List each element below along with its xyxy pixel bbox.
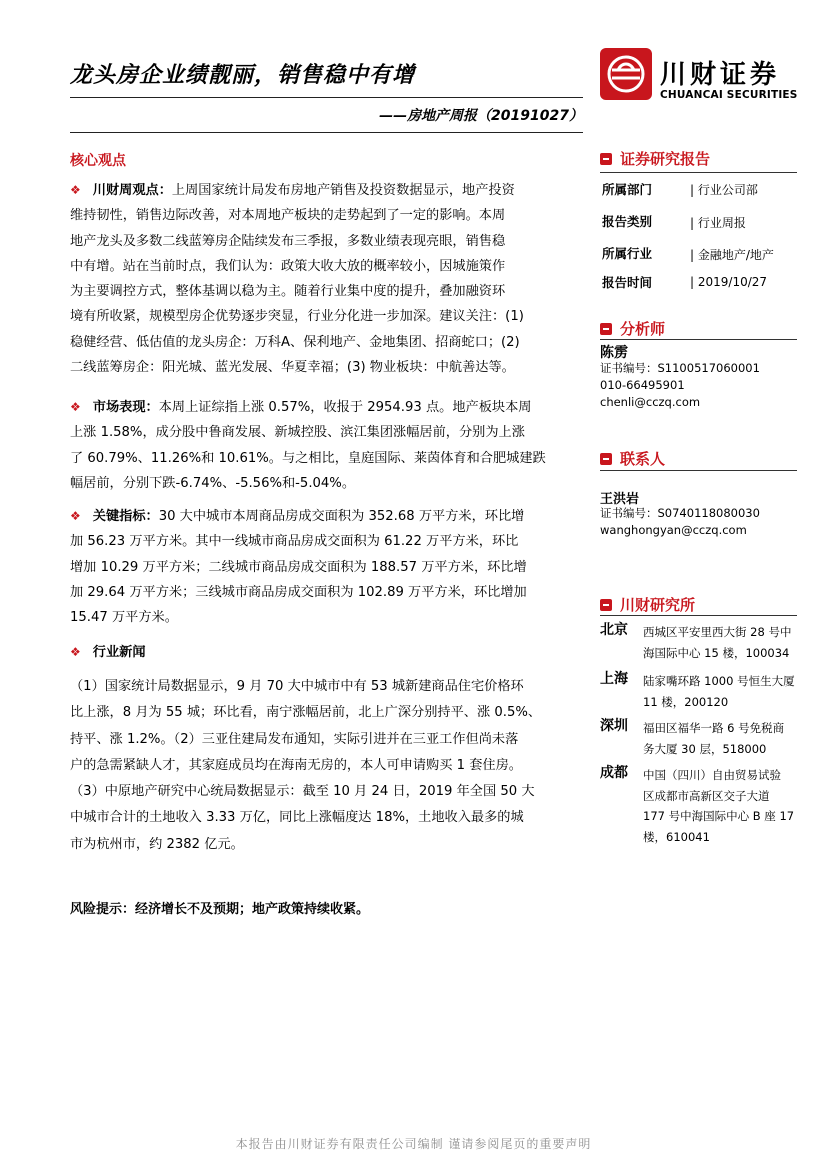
analyst-email[interactable]: chenli@cczq.com — [600, 395, 701, 409]
report-icon — [600, 153, 612, 165]
chuancai-logo-icon — [600, 48, 652, 100]
core-heading: 核心观点 — [70, 153, 126, 169]
header-divider-bottom — [70, 132, 583, 133]
news-heading-row — [70, 640, 583, 665]
office-city: 深圳 — [600, 718, 628, 734]
p1-label: 川财周观点： — [92, 183, 172, 198]
office-city: 北京 — [600, 622, 628, 638]
office-city: 成都 — [600, 765, 628, 781]
meta-value: | 金融地产/地产 — [690, 248, 774, 262]
sidebar-divider — [600, 339, 797, 340]
contact-email[interactable]: wanghongyan@cczq.com — [600, 523, 747, 537]
risk-warning: 风险提示：经济增长不及预期；地产政策持续收紧。 — [70, 902, 370, 917]
header-divider — [70, 97, 583, 98]
analyst-contact: 证书编号：S1100517060001 010-66495901 chenli@cczq.com — [600, 361, 760, 409]
contact-name: 王洪岩 — [600, 492, 640, 507]
news-heading: 行业新闻 — [92, 645, 146, 660]
analyst-name: 陈雳 — [600, 345, 628, 361]
p3-label: 关键指标： — [92, 509, 159, 524]
core-paragraph-2: ❖ 市场表现：本周上证综指上涨 0.57%，收报于 2954.93 点。地产板块本周 上涨 1.58%，成分股中鲁商发展、新城控股、滨江集团涨幅居前，分别为上涨 了 60.79%、11.26%和 10.61%。与之相比，皇庭国际、莱茵体育和合肥城建跌 幅居前，分别下跌-6.74%、-5.56%和-5.04%。 — [70, 400, 546, 491]
footer-disclaimer: 本报告由川财证券有限责任公司编制 谨请参阅尾页的重要声明 — [235, 1137, 592, 1151]
meta-label: 所属行业 — [602, 246, 653, 261]
core-paragraph-3: ❖ 关键指标：30 大中城市本周商品房成交面积为 352.68 万平方米，环比增 加 56.23 万平方米。其中一线城市商品房成交面积为 61.22 万平方米，环比 增加 10.29 万平方米；二线城市商品房成交面积为 188.57 万平方米，环比增 加 29.64 万平方米；三线城市商品房成交面积为 102.89 万平方米，环比增加 15.47 万平方米。 — [70, 509, 527, 626]
contact-info: 证书编号：S0740118080030 wanghongyan@cczq.com — [600, 506, 760, 537]
institute-heading: 川财研究所 — [600, 594, 695, 615]
sidebar-divider — [600, 470, 797, 471]
meta-label: 报告类别 — [602, 214, 653, 229]
meta-value: | 行业公司部 — [690, 183, 758, 197]
meta-label: 报告时间 — [602, 275, 653, 290]
logo-text-en: CHUANCAI SECURITIES — [660, 89, 798, 101]
analyst-icon — [600, 323, 612, 335]
office-address: 西城区平安里西大街 28 号中 海国际中心 15 楼，100034 — [643, 625, 792, 660]
contact-heading: 联系人 — [600, 448, 665, 469]
diamond-bullet-icon: ❖ — [70, 645, 81, 659]
office-city: 上海 — [600, 671, 628, 687]
analyst-heading: 分析师 — [600, 318, 665, 339]
news-paragraph: （1）国家统计局数据显示，9 月 70 大中城市中有 53 城新建商品住宅价格环 比上涨，8 月为 55 城；环比看，南宁涨幅居前，北上广深分别持平、涨 0.5%、 持平、涨 1.2%。（2）三亚住建局发布通知，实际引进并在三亚工作但尚未落 户的急需紧缺人才，其家庭成员均在海南无房的，本人可申请购买 1 套住房。 （3）中原地产研究中心统局数据显示：截至 10 月 24 日，2019 年全国 50 大 中城市合计的土地收入 3.33 万亿，同比上涨幅度达 18%，土地收入最多的城 市为杭州市，约 2382 亿元。 — [70, 679, 542, 852]
sidebar-divider — [600, 615, 797, 616]
meta-label: 所属部门 — [602, 182, 653, 197]
diamond-bullet-icon: ❖ — [70, 509, 81, 523]
report-subtitle: ——房地产周报（20191027） — [379, 108, 583, 124]
p2-label: 市场表现： — [92, 400, 159, 415]
sidebar-divider — [600, 172, 797, 173]
report-type-heading: 证券研究报告 — [600, 148, 710, 169]
office-address: 陆家嘴环路 1000 号恒生大厦 11 楼，200120 — [643, 674, 795, 709]
meta-value: | 2019/10/27 — [690, 275, 768, 289]
contact-icon — [600, 453, 612, 465]
diamond-bullet-icon: ❖ — [70, 400, 81, 414]
core-paragraph-1: ❖ 川财周观点：上周国家统计局发布房地产销售及投资数据显示，地产投资 维持韧性，销售边际改善，对本周地产板块的走势起到了一定的影响。本周 地产龙头及多数二线蓝筹房企陆续发布三季报，多数业绩表现亮眼，销售稳 中有增。站在当前时点，我们认为：政策大收大放的概率较小，因城施策作 为主要调控方式，整体基调以稳为主。随着行业集中度的提升，叠加融资环 境有所收紧，规模型房企优势逐步突显，行业分化进一步加深。建议关注：(1) 稳健经营、低估值的龙头房企：万科A、保利地产、金地集团、招商蛇口；(2) 二线蓝筹房企：阳光城、蓝光发展、华夏幸福；(3) 物业板块：中航善达等。 — [70, 183, 524, 376]
meta-value: | 行业周报 — [690, 216, 746, 230]
report-title: 龙头房企业绩靓丽，销售稳中有增 — [70, 63, 416, 88]
office-address: 中国（四川）自由贸易试验 区成都市高新区交子大道 177 号中海国际中心 B 座 17 楼，610041 — [643, 768, 795, 844]
institute-icon — [600, 599, 612, 611]
office-address: 福田区福华一路 6 号免税商 务大厦 30 层，518000 — [643, 721, 785, 756]
logo-text-cn: 川财证券 — [660, 60, 781, 90]
diamond-bullet-icon: ❖ — [70, 183, 81, 197]
